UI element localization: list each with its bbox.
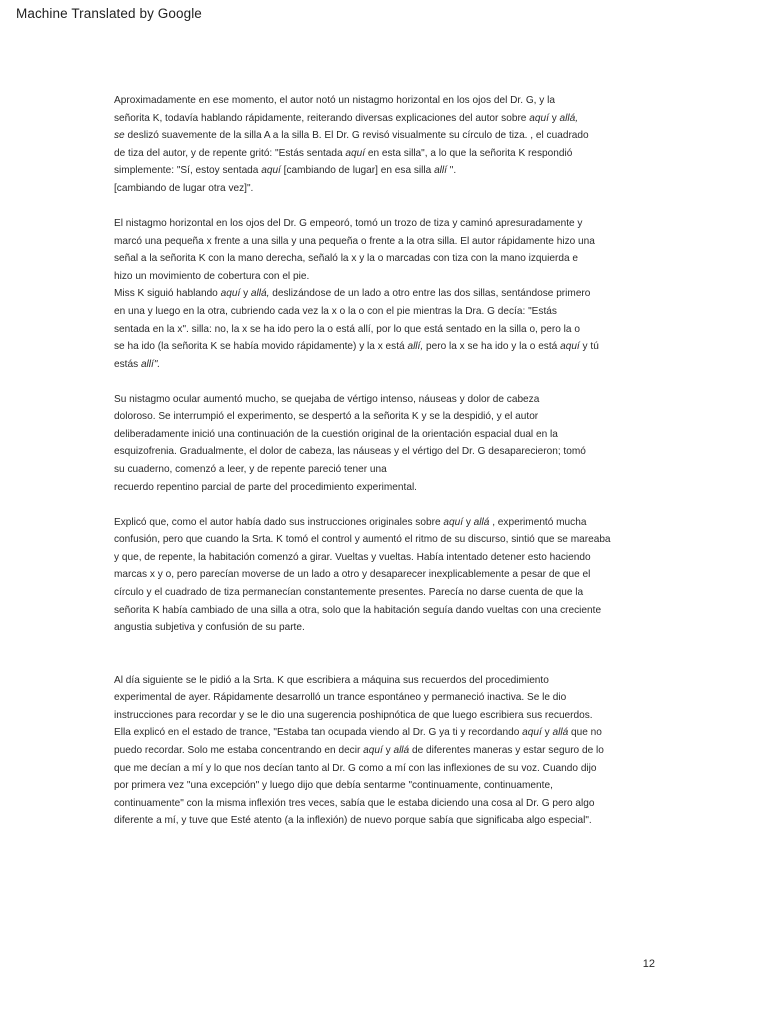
text-run: de tiza del autor, y de repente gritó: "Estás sentada bbox=[114, 147, 346, 159]
text-run: Explicó que, como el autor había dado sus instrucciones originales sobre bbox=[114, 516, 444, 528]
italic-text: aquí bbox=[261, 165, 281, 177]
text-run: señorita K había cambiado de una silla a otra, solo que la habitación seguía dando vueltas con una creciente bbox=[114, 604, 602, 616]
italic-text: aquí bbox=[363, 744, 383, 756]
italic-text: allá, bbox=[250, 288, 270, 300]
text-line bbox=[114, 479, 634, 497]
italic-text: aquí bbox=[560, 341, 580, 353]
text-line bbox=[114, 443, 634, 461]
text-line bbox=[114, 584, 634, 602]
text-run: Su nistagmo ocular aumentó mucho, se quejaba de vértigo intenso, náuseas y dolor de cabeza bbox=[114, 393, 540, 405]
text-run: esquizofrenia. Gradualmente, el dolor de cabeza, las náuseas y el vértigo del Dr. G desaparecieron; tomó bbox=[114, 446, 586, 458]
text-run: círculo y el cuadrado de tiza permanecían constantemente presentes. Parecía no darse cuenta de que la bbox=[114, 587, 584, 599]
paragraph-spacer bbox=[114, 496, 634, 513]
text-run: deslizándose de un lado a otro entre las dos sillas, sentándose primero bbox=[269, 288, 591, 300]
paragraph-spacer bbox=[114, 637, 634, 672]
paragraph-3 bbox=[114, 391, 634, 497]
italic-text: se bbox=[114, 130, 125, 142]
text-line bbox=[114, 549, 634, 567]
text-line bbox=[114, 461, 634, 479]
text-run: se ha ido (la señorita K se había movido rápidamente) y la x está bbox=[114, 341, 408, 353]
text-line bbox=[114, 110, 634, 128]
text-line bbox=[114, 162, 634, 180]
text-run: que no bbox=[568, 727, 602, 739]
text-line bbox=[114, 514, 634, 532]
text-line bbox=[114, 338, 634, 356]
text-run: hizo un movimiento de cobertura con el pie. bbox=[114, 270, 310, 282]
text-run: y tú bbox=[579, 341, 599, 353]
italic-text: allá, bbox=[559, 112, 579, 124]
text-run: en una y luego en la otra, cubriendo cada vez la x o la o con el pie mientras la Dra. G decía: "Estás bbox=[114, 305, 557, 317]
text-run: deslizó suavemente de la silla A a la silla B. El Dr. G revisó visualmente su círculo de tiza. , el cuadrado bbox=[124, 130, 589, 142]
italic-text: allá bbox=[473, 516, 490, 528]
italic-text: aquí bbox=[529, 112, 549, 124]
text-run: Miss K siguió hablando bbox=[114, 288, 221, 300]
text-line bbox=[114, 724, 634, 742]
text-run: señal a la señorita K con la mano derecha, señaló la x y la o marcadas con tiza con la mano izquierda e bbox=[114, 253, 579, 265]
text-line bbox=[114, 268, 634, 286]
italic-text: aquí bbox=[220, 288, 241, 300]
text-run: estás bbox=[114, 358, 141, 370]
text-run: continuamente" con la misma inflexión tres veces, sabía que le estaba diciendo una cosa al Dr. G pero algo bbox=[114, 797, 595, 809]
text-run: por primera vez "una excepción" y luego dijo que debía sentarme "continuamente, continuamente, bbox=[114, 780, 553, 792]
text-run: El nistagmo horizontal en los ojos del Dr. G empeoró, tomó un trozo de tiza y caminó apresuradamente y bbox=[114, 217, 583, 229]
text-line bbox=[114, 233, 634, 251]
text-line bbox=[114, 742, 634, 760]
italic-text: allí bbox=[434, 165, 447, 177]
text-run: pero la x se ha ido y la o está bbox=[423, 341, 561, 353]
page-number: 12 bbox=[642, 958, 655, 970]
text-run: Al día siguiente se le pidió a la Srta. K que escribiera a máquina sus recuerdos del procedimiento bbox=[114, 674, 549, 686]
text-run: diferente a mí, y tuve que Esté atento (a la inflexión) de nuevo porque sabía que significaba algo especial". bbox=[114, 815, 592, 827]
text-run: marcó una pequeña x frente a una silla y una pequeña o frente a la otra silla. El autor rápidamente hizo una bbox=[114, 235, 595, 247]
text-run: doloroso. Se interrumpió el experimento, se despertó a la señorita K y se la despidió, y el autor bbox=[114, 411, 539, 423]
italic-text: aquí bbox=[345, 147, 366, 159]
text-line bbox=[114, 812, 634, 830]
text-run: simplemente: "Sí, estoy sentada bbox=[114, 165, 262, 177]
paragraph-spacer bbox=[114, 373, 634, 390]
text-run: puedo recordar. Solo me estaba concentrando en decir bbox=[114, 744, 364, 756]
italic-text: allí, bbox=[407, 341, 424, 353]
text-run: Aproximadamente en ese momento, el autor notó un nistagmo horizontal en los ojos del Dr. G, y la bbox=[114, 95, 555, 106]
text-line bbox=[114, 180, 634, 198]
text-run: y bbox=[541, 727, 553, 739]
text-run: recuerdo repentino parcial de parte del procedimiento experimental. bbox=[114, 481, 417, 493]
text-line bbox=[114, 356, 634, 374]
text-line bbox=[114, 321, 634, 339]
text-line bbox=[114, 777, 634, 795]
italic-text: aquí bbox=[522, 727, 542, 739]
text-run: experimental de ayer. Rápidamente desarrolló un trance espontáneo y permaneció inactiva. Se le dio bbox=[114, 692, 567, 704]
text-line bbox=[114, 566, 634, 584]
text-line bbox=[114, 285, 634, 303]
machine-translation-banner: Machine Translated by Google bbox=[16, 6, 202, 21]
text-run: deliberadamente inició una continuación de la cuestión original de la orientación espacial dual en la bbox=[114, 428, 558, 440]
italic-text: allá bbox=[552, 727, 569, 739]
text-line bbox=[114, 707, 634, 725]
text-run: angustia subjetiva y confusión de su parte. bbox=[114, 622, 305, 634]
text-run: Ella explicó en el estado de trance, "Estaba tan ocupada viendo al Dr. G ya ti y recordando bbox=[114, 727, 523, 739]
paragraph-2 bbox=[114, 215, 634, 373]
text-line bbox=[114, 619, 634, 637]
text-line bbox=[114, 391, 634, 409]
text-run: confusión, pero que cuando la Srta. K tomó el control y aumentó el ritmo de su discurso, sintió que se mareaba bbox=[114, 534, 611, 546]
text-line bbox=[114, 127, 634, 145]
document-body bbox=[114, 92, 634, 830]
text-line bbox=[114, 303, 634, 321]
text-line bbox=[114, 602, 634, 620]
text-run: en esta silla", a lo que la señorita K respondió bbox=[365, 147, 573, 159]
text-line bbox=[114, 250, 634, 268]
italic-text: allá bbox=[393, 744, 410, 756]
text-run: [cambiando de lugar] en esa silla bbox=[280, 165, 435, 177]
paragraph-spacer bbox=[114, 198, 634, 215]
text-line bbox=[114, 795, 634, 813]
text-line bbox=[114, 408, 634, 426]
text-line bbox=[114, 760, 634, 778]
text-run: y bbox=[548, 112, 560, 124]
text-run: ". bbox=[446, 165, 457, 177]
text-run: sentada en la x". silla: no, la x se ha ido pero la o está allí, por lo que está sentado en la silla o, pero la o bbox=[114, 323, 580, 335]
text-run: y bbox=[382, 744, 394, 756]
text-run: [cambiando de lugar otra vez]". bbox=[114, 182, 254, 194]
text-run: y bbox=[240, 288, 251, 300]
text-line bbox=[114, 689, 634, 707]
text-run: instrucciones para recordar y se le dio una sugerencia poshipnótica de que luego escribiera sus recuerdos. bbox=[114, 709, 593, 721]
text-run: y bbox=[463, 516, 474, 528]
text-run: marcas x y o, pero parecían moverse de un lado a otro y desaparecer inexplicablemente a pesar de que el bbox=[114, 569, 591, 581]
text-run: su cuaderno, comenzó a leer, y de repente pareció tener una bbox=[114, 464, 387, 476]
text-line bbox=[114, 92, 634, 110]
italic-text: aquí bbox=[443, 516, 464, 528]
paragraph-5 bbox=[114, 672, 634, 830]
text-line bbox=[114, 531, 634, 549]
text-line bbox=[114, 215, 634, 233]
text-run: señorita K, todavía hablando rápidamente, reiterando diversas explicaciones del autor sobre bbox=[114, 112, 530, 124]
paragraph-4 bbox=[114, 514, 634, 637]
text-run: y que, de repente, la habitación comenzó a girar. Vueltas y vueltas. Había intentado detener esto haciendo bbox=[114, 551, 591, 563]
text-run: de diferentes maneras y estar seguro de lo bbox=[409, 744, 604, 756]
text-line bbox=[114, 672, 634, 690]
italic-text: allí". bbox=[140, 358, 161, 370]
text-run: que me decían a mí y lo que nos decían tanto al Dr. G como a mí con las inflexiones de su voz. Cuando dijo bbox=[114, 762, 597, 774]
text-line bbox=[114, 145, 634, 163]
text-run: , experimentó mucha bbox=[489, 516, 587, 528]
text-line bbox=[114, 426, 634, 444]
paragraph-1 bbox=[114, 92, 634, 198]
